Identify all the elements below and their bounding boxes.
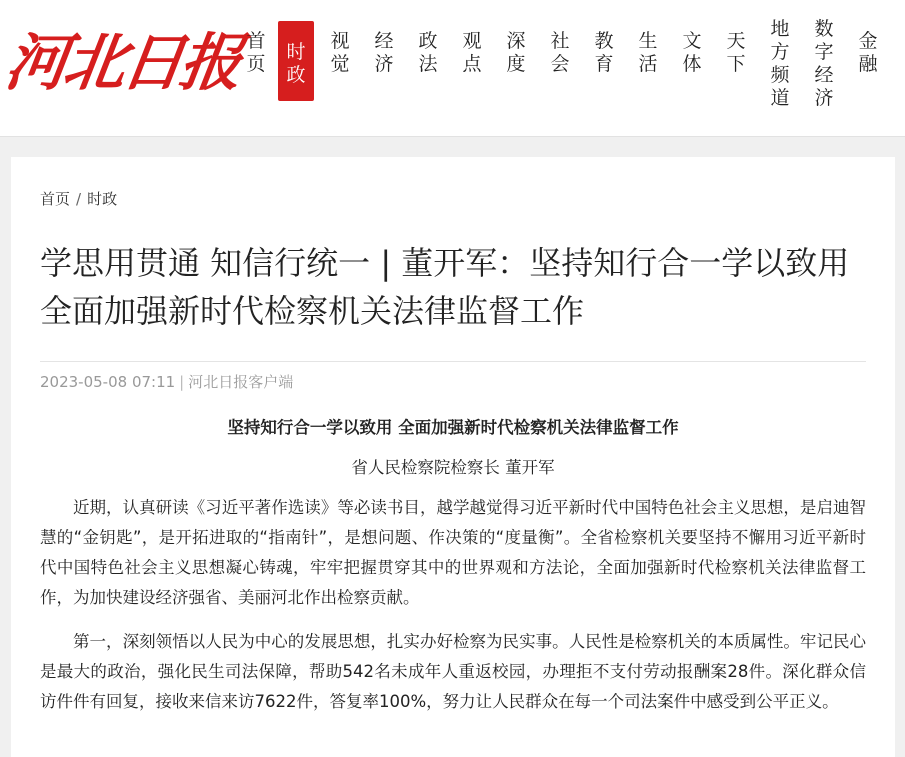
article-subtitle: 坚持知行合一学以致用 全面加强新时代检察机关法律监督工作 [227, 418, 679, 437]
article-paragraph: 第一，深刻领悟以人民为中心的发展思想，扎实办好检察为民实事。人民性是检察机关的本质属性。牢记民心是最大的政治，强化民生司法保障，帮助542名未成年人重返校园，办理拒不支付劳动报酬案28件。深化群众信访件件有回复，接收来信来访7622件，答复率100%，努力让人民群众在每一个司法案件中感受到公平正义。 [40, 632, 866, 711]
nav-item-0[interactable] [238, 30, 274, 76]
article-paragraph: 近期，认真研读《习近平著作选读》等必读书目，越学越觉得习近平新时代中国特色社会主义思想，是启迪智慧的“金钥匙”，是开拓进取的“指南针”，是想问题、作决策的“度量衡”。全省检察机关要坚持不懈用习近平新时代中国特色社会主义思想凝心铸魂，牢牢把握贯穿其中的世界观和方法论，全面加强新时代检察机关法律监督工作，为加快建设经济强省、美丽河北作出检察贡献。 [40, 498, 866, 607]
nav-item-char: 数 [814, 18, 834, 40]
nav-item-char: 下 [726, 53, 746, 75]
nav-item-char: 度 [506, 53, 526, 75]
nav-item-14[interactable] [850, 30, 886, 76]
article-body [40, 413, 866, 731]
nav-item-char: 活 [638, 53, 658, 75]
article-author: 省人民检察院检察长 董开军 [351, 458, 555, 477]
breadcrumb-home-link[interactable]: 首页 [40, 190, 71, 208]
nav-item-2[interactable] [322, 30, 358, 76]
nav-item-8[interactable] [586, 30, 622, 76]
nav-item-char: 天 [726, 30, 746, 52]
breadcrumb-current-link[interactable]: 时政 [87, 190, 118, 208]
nav-item-char: 觉 [330, 53, 350, 75]
nav-item-11[interactable] [718, 30, 754, 76]
nav-item-char: 政 [418, 30, 438, 52]
nav-item-char: 育 [594, 53, 614, 75]
nav-item-char: 会 [550, 53, 570, 75]
nav-item-char: 济 [814, 87, 834, 109]
nav-item-13[interactable] [806, 18, 842, 110]
nav-item-char: 页 [246, 53, 266, 75]
nav-item-char: 经 [374, 30, 394, 52]
nav-item-char: 深 [506, 30, 526, 52]
nav-item-char: 教 [594, 30, 614, 52]
nav-item-12[interactable] [762, 18, 798, 110]
nav-item-char: 道 [770, 87, 790, 109]
nav-item-char: 频 [770, 64, 790, 86]
nav-item-char: 济 [374, 53, 394, 75]
nav-item-7[interactable] [542, 30, 578, 76]
nav-item-char: 社 [550, 30, 570, 52]
nav-item-char: 生 [638, 30, 658, 52]
nav-item-char: 文 [682, 30, 702, 52]
nav-item-char: 首 [246, 30, 266, 52]
nav-item-6[interactable] [498, 30, 534, 76]
breadcrumb-separator: / [76, 190, 82, 208]
nav-item-char: 方 [770, 41, 790, 63]
article-title: 学思用贯通 知信行统一 | 董开军：坚持知行合一学以致用 全面加强新时代检察机关法律监督工作 [40, 244, 850, 330]
article-meta [40, 361, 866, 392]
nav-item-char: 时 [286, 41, 306, 63]
nav-item-char: 经 [814, 64, 834, 86]
nav-item-char: 政 [286, 64, 306, 86]
article-card [11, 157, 895, 757]
breadcrumb [40, 188, 117, 209]
nav-item-char: 视 [330, 30, 350, 52]
nav-item-10[interactable] [674, 30, 710, 76]
site-logo[interactable]: 河北日报 [0, 26, 244, 99]
meta-separator: | [179, 373, 185, 391]
nav-item-char: 金 [858, 30, 878, 52]
nav-item-char: 字 [814, 41, 834, 63]
nav-item-char: 地 [770, 18, 790, 40]
site-header [0, 0, 905, 137]
nav-item-9[interactable] [630, 30, 666, 76]
nav-item-5[interactable] [454, 30, 490, 76]
main-nav [233, 0, 905, 136]
nav-item-1[interactable] [278, 21, 314, 101]
nav-item-char: 法 [418, 53, 438, 75]
article-date: 2023-05-08 07:11 [40, 373, 176, 391]
nav-item-3[interactable] [366, 30, 402, 76]
nav-item-char: 融 [858, 53, 878, 75]
article-source: 河北日报客户端 [188, 373, 294, 391]
nav-item-char: 观 [462, 30, 482, 52]
nav-item-char: 点 [462, 53, 482, 75]
nav-item-4[interactable] [410, 30, 446, 76]
nav-item-char: 体 [682, 53, 702, 75]
